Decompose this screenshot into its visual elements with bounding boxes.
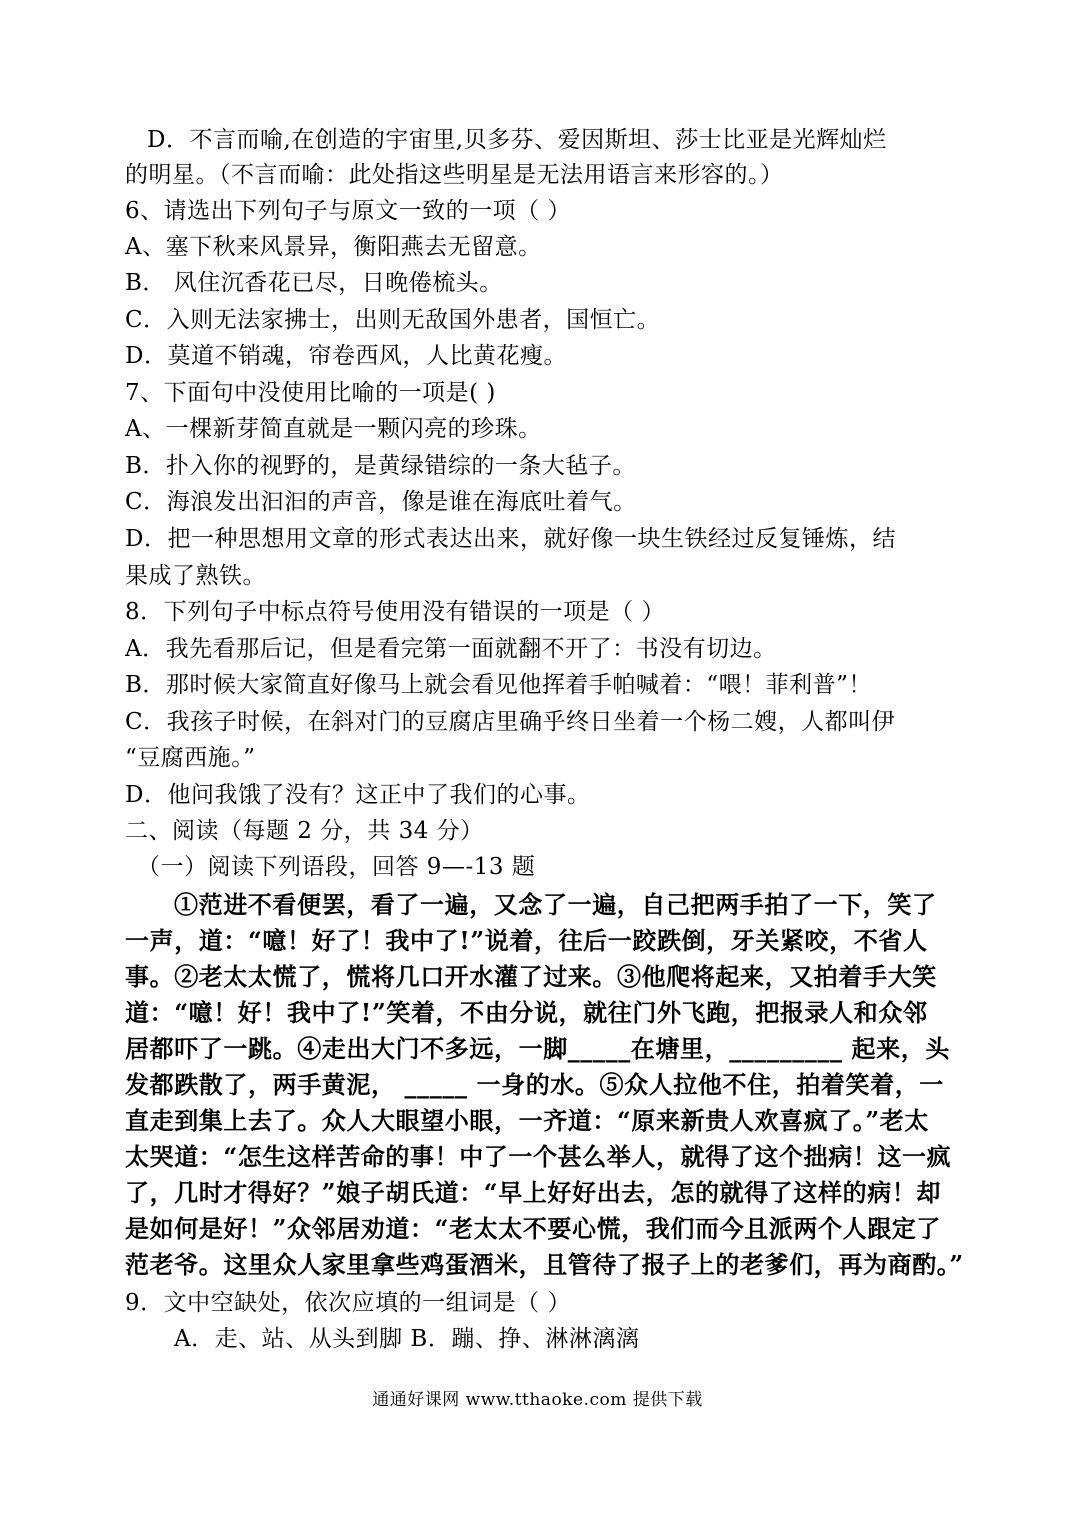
question-7-option-d-line-1: D．把一种思想用文章的形式表达出来，就好像一块生铁经过反复锤炼，结 bbox=[125, 526, 896, 552]
question-9-options: A．走、站、从头到脚 B．蹦、挣、淋淋漓漓 bbox=[174, 1326, 640, 1352]
question-7-option-a: A、一棵新芽简直就是一颗闪亮的珍珠。 bbox=[125, 416, 542, 442]
question-7-option-b: B．扑入你的视野的，是黄绿错综的一条大毡子。 bbox=[125, 453, 636, 479]
question-8-option-c-line-2: “豆腐西施。” bbox=[125, 745, 256, 771]
passage-line-2: 一声，道：“噫！好了！我中了!”说着，往后一跤跌倒，牙关紧咬，不省人 bbox=[125, 926, 928, 955]
subsection-heading: （一）阅读下列语段，回答 9—-13 题 bbox=[137, 854, 536, 880]
passage-line-6: 发都跌散了，两手黄泥， _____ 一身的水。⑤众人拉他不住，拍着笑着，一 bbox=[125, 1070, 944, 1099]
passage-line-10: 是如何是好！”众邻居劝道：“老太太不要心慌，我们而今且派两个人跟定了 bbox=[125, 1214, 942, 1243]
page-footer: 通通好课网 www.tthaoke.com 提供下载 bbox=[372, 1390, 703, 1410]
question-7-option-d-line-2: 果成了熟铁。 bbox=[125, 563, 266, 589]
passage-line-1: ①范进不看便罢，看了一遍，又念了一遍，自己把两手拍了一下，笑了 bbox=[174, 890, 937, 919]
passage-line-11: 范老爷。这里众人家里拿些鸡蛋酒米，且管待了报子上的老爹们，再为商酌。” bbox=[125, 1250, 964, 1279]
question-9: 9．文中空缺处，依次应填的一组词是（ ） bbox=[125, 1290, 571, 1316]
question-7: 7、下面句中没使用比喻的一项是( ) bbox=[125, 380, 496, 406]
option-d-line-2: 的明星。（不言而喻：此处指这些明星是无法用语言来形容的。） bbox=[125, 162, 784, 188]
passage-line-7: 直走到集上去了。众人大眼望小眼，一齐道：“原来新贵人欢喜疯了。”老太 bbox=[125, 1106, 930, 1135]
question-6: 6、请选出下列句子与原文一致的一项（ ） bbox=[125, 198, 571, 224]
section-heading-reading: 二、阅读（每题 2 分，共 34 分） bbox=[125, 818, 484, 844]
question-7-option-c: C．海浪发出汩汩的声音，像是谁在海底吐着气。 bbox=[125, 489, 637, 515]
question-6-option-b: B． 风住沉香花已尽，日晚倦梳头。 bbox=[125, 270, 503, 296]
question-8-option-d: D．他问我饿了没有？这正中了我们的心事。 bbox=[125, 782, 591, 808]
passage-line-3: 事。②老太太慌了，慌将几口开水灌了过来。③他爬将起来，又拍着手大笑 bbox=[125, 962, 937, 991]
question-6-option-c: C．入则无法家拂士，出则无敌国外患者，国恒亡。 bbox=[125, 307, 661, 333]
option-d-line-1: D．不言而喻,在创造的宇宙里,贝多芬、爱因斯坦、莎士比亚是光辉灿烂 bbox=[147, 127, 887, 153]
question-8: 8．下列句子中标点符号使用没有错误的一项是（ ） bbox=[125, 599, 665, 625]
question-8-option-c-line-1: C．我孩子时候，在斜对门的豆腐店里确乎终日坐着一个杨二嫂，人都叫伊 bbox=[125, 709, 896, 735]
passage-line-5: 居都吓了一跳。④走出大门不多远，一脚_____在塘里，_________ 起来，头 bbox=[125, 1034, 950, 1063]
question-6-option-a: A、塞下秋来风景异，衡阳燕去无留意。 bbox=[125, 234, 542, 260]
question-6-option-d: D．莫道不销魂，帘卷西风，人比黄花瘦。 bbox=[125, 343, 567, 369]
passage-line-8: 太哭道：“怎生这样苦命的事！中了一个甚么举人，就得了这个拙病！这一疯 bbox=[125, 1142, 952, 1171]
question-8-option-a: A．我先看那后记，但是看完第一面就翻不开了：书没有切边。 bbox=[125, 636, 777, 662]
passage-line-4: 道：“噫！好！我中了!”笑着，不由分说，就往门外飞跑，把报录人和众邻 bbox=[125, 998, 928, 1027]
question-8-option-b: B．那时候大家简直好像马上就会看见他挥着手帕喊着：“喂！菲利普”！ bbox=[125, 672, 872, 698]
passage-line-9: 了，几时才得好？”娘子胡氏道：“早上好好出去，怎的就得了这样的病！却 bbox=[125, 1178, 942, 1207]
